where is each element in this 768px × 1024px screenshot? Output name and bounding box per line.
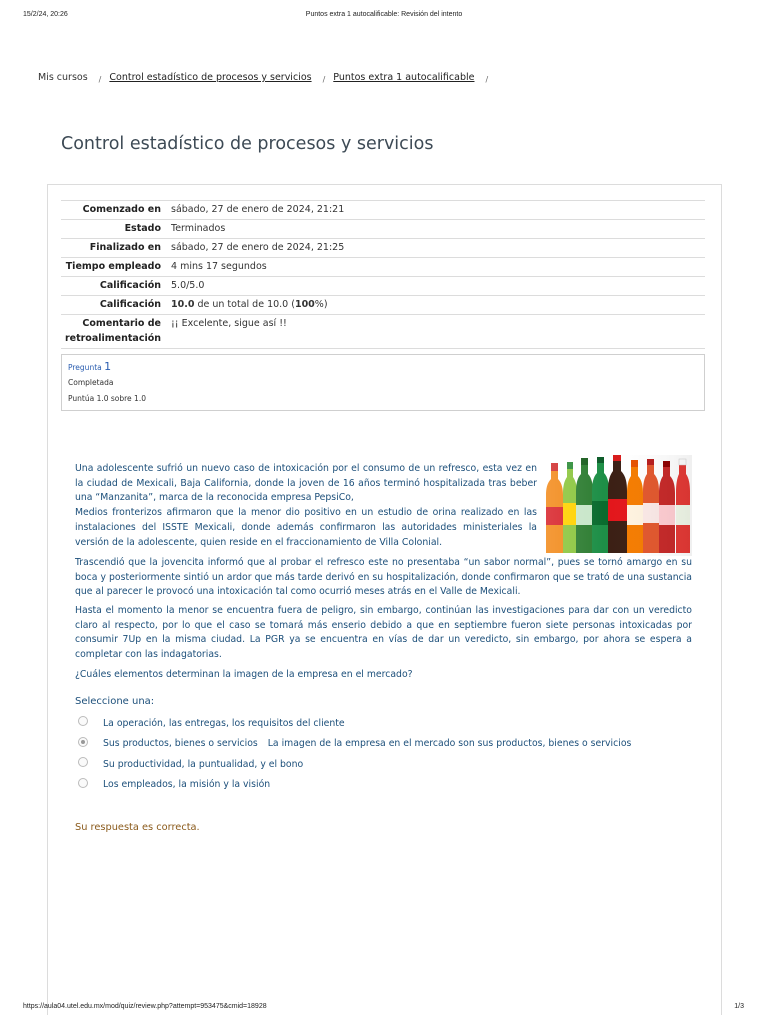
print-footer bbox=[0, 1003, 768, 1013]
summary-label: Estado bbox=[124, 223, 161, 234]
question-text-p2: Trascendió que la jovencita informó que al probar el refresco este no presentaba “un sabor normal”, pues se tornó amargo en su boca y posteriormente sintió un ardor que más tarde derivó en su hospitalización, donde confirmaron que se trató de una sustancia que al parecer le provocó una intoxicación tal como ocurrió meses atrás en el Valle de Mexicali. bbox=[75, 557, 692, 598]
answer-option[interactable] bbox=[78, 754, 698, 775]
question-state: Completada bbox=[68, 378, 114, 387]
result-message: Su respuesta es correcta. bbox=[75, 822, 200, 833]
summary-label: Comenzado en bbox=[82, 204, 161, 215]
grade-close: %) bbox=[314, 299, 328, 310]
summary-value: 4 mins 17 segundos bbox=[171, 261, 267, 272]
grade-suffix: de un total de 10.0 ( bbox=[194, 299, 295, 310]
print-header bbox=[0, 11, 768, 21]
summary-row-feedback bbox=[61, 315, 705, 349]
summary-label: Calificación bbox=[99, 299, 161, 310]
summary-value: 5.0/5.0 bbox=[171, 280, 205, 291]
grade-percent: 100 bbox=[294, 299, 315, 310]
question-number-value: 1 bbox=[104, 360, 112, 373]
breadcrumb-separator: / bbox=[98, 75, 102, 84]
question-text-p1b: Medios fronterizos afirmaron que la menor dio positivo en un estudio de orina realizado en las instalaciones del ISSTE Mexicali, donde además confirmaron las autoridades ministeriales la versión de la adolescente, quien reside en el fraccionamiento de Villa Colonial. bbox=[75, 507, 537, 548]
answer-option[interactable] bbox=[78, 775, 698, 796]
question-prompt: ¿Cuáles elementos determinan la imagen de la empresa en el mercado? bbox=[75, 669, 413, 680]
radio-button[interactable] bbox=[78, 716, 88, 726]
summary-row-started bbox=[61, 201, 705, 220]
breadcrumb bbox=[38, 72, 496, 83]
question-number bbox=[68, 360, 111, 373]
summary-value: sábado, 27 de enero de 2024, 21:25 bbox=[171, 242, 345, 253]
summary-row-state bbox=[61, 220, 705, 239]
breadcrumb-my-courses[interactable]: Mis cursos bbox=[38, 72, 88, 83]
breadcrumb-course[interactable]: Control estadístico de procesos y servicios bbox=[109, 72, 312, 83]
question-info-box bbox=[61, 354, 705, 411]
breadcrumb-quiz[interactable]: Puntos extra 1 autocalificable bbox=[333, 72, 475, 83]
soda-bottles-illustration bbox=[545, 455, 692, 556]
print-url: https://aula04.utel.edu.mx/mod/quiz/review.php?attempt=953475&cmid=18928 bbox=[23, 1003, 267, 1010]
page-title: Control estadístico de procesos y servicios bbox=[61, 134, 434, 154]
answer-option-label: Sus productos, bienes o servicios bbox=[103, 738, 258, 750]
print-title: Puntos extra 1 autocalificable: Revisión del intento bbox=[305, 11, 463, 18]
breadcrumb-separator: / bbox=[485, 75, 489, 84]
summary-label: Finalizado en bbox=[89, 242, 161, 253]
question-label: Pregunta bbox=[68, 363, 102, 372]
summary-value bbox=[171, 296, 705, 315]
select-one-label: Seleccione una: bbox=[75, 696, 155, 707]
answer-option-selected[interactable] bbox=[78, 734, 698, 755]
print-datetime: 15/2/24, 20:26 bbox=[23, 11, 68, 18]
summary-value: ¡¡ Excelente, sigue así !! bbox=[171, 318, 287, 329]
summary-row-time bbox=[61, 258, 705, 277]
answer-option-label: Su productividad, la puntualidad, y el bono bbox=[103, 758, 304, 770]
question-text-p3: Hasta el momento la menor se encuentra fuera de peligro, sin embargo, continúan las investigaciones para dar con un veredicto claro al respecto, por lo que el caso se tomará más enserio debido a que en septiembre fueron siete personas intoxicadas por consumir 7Up en la misma ciudad. La PGR ya se encuentra en vías de dar un veredicto, sin embargo, por ahora se espera a completar con las indagatorias. bbox=[75, 605, 692, 661]
question-text-p1: Una adolescente sufrió un nuevo caso de intoxicación por el consumo de un refresco, esta vez en la ciudad de Mexicali, Baja California, donde la joven de 16 años terminó hospitalizada tras beber una “Manzanita”, marca de la reconocida empresa PepsiCo, bbox=[75, 463, 537, 504]
question-grade: Puntúa 1.0 sobre 1.0 bbox=[68, 394, 146, 403]
soda-bottles-image bbox=[545, 455, 692, 556]
question-paragraph bbox=[75, 556, 692, 600]
summary-row-marks bbox=[61, 277, 705, 296]
question-paragraph bbox=[75, 604, 692, 663]
attempt-summary-table bbox=[61, 200, 705, 349]
summary-row-finished bbox=[61, 239, 705, 258]
question-paragraph bbox=[75, 462, 537, 550]
breadcrumb-separator: / bbox=[322, 75, 326, 84]
summary-value: Terminados bbox=[171, 223, 226, 234]
answer-feedback: La imagen de la empresa en el mercado son sus productos, bienes o servicios bbox=[267, 738, 632, 750]
summary-value: sábado, 27 de enero de 2024, 21:21 bbox=[171, 204, 345, 215]
radio-button[interactable] bbox=[78, 778, 88, 788]
radio-button[interactable] bbox=[78, 757, 88, 767]
answer-option-label: Los empleados, la misión y la visión bbox=[103, 779, 271, 791]
summary-label: Comentario de retroalimentación bbox=[64, 318, 161, 344]
answer-option[interactable] bbox=[78, 713, 698, 734]
summary-label: Calificación bbox=[99, 280, 161, 291]
grade-value: 10.0 bbox=[171, 299, 195, 310]
answer-option-label: La operación, las entregas, los requisitos del cliente bbox=[103, 717, 345, 729]
answer-options bbox=[78, 713, 698, 795]
question-paragraph bbox=[75, 668, 692, 683]
summary-label: Tiempo empleado bbox=[65, 261, 161, 272]
summary-row-grade bbox=[61, 296, 705, 315]
radio-button-checked[interactable] bbox=[78, 737, 88, 747]
print-page-number: 1/3 bbox=[734, 1003, 744, 1010]
